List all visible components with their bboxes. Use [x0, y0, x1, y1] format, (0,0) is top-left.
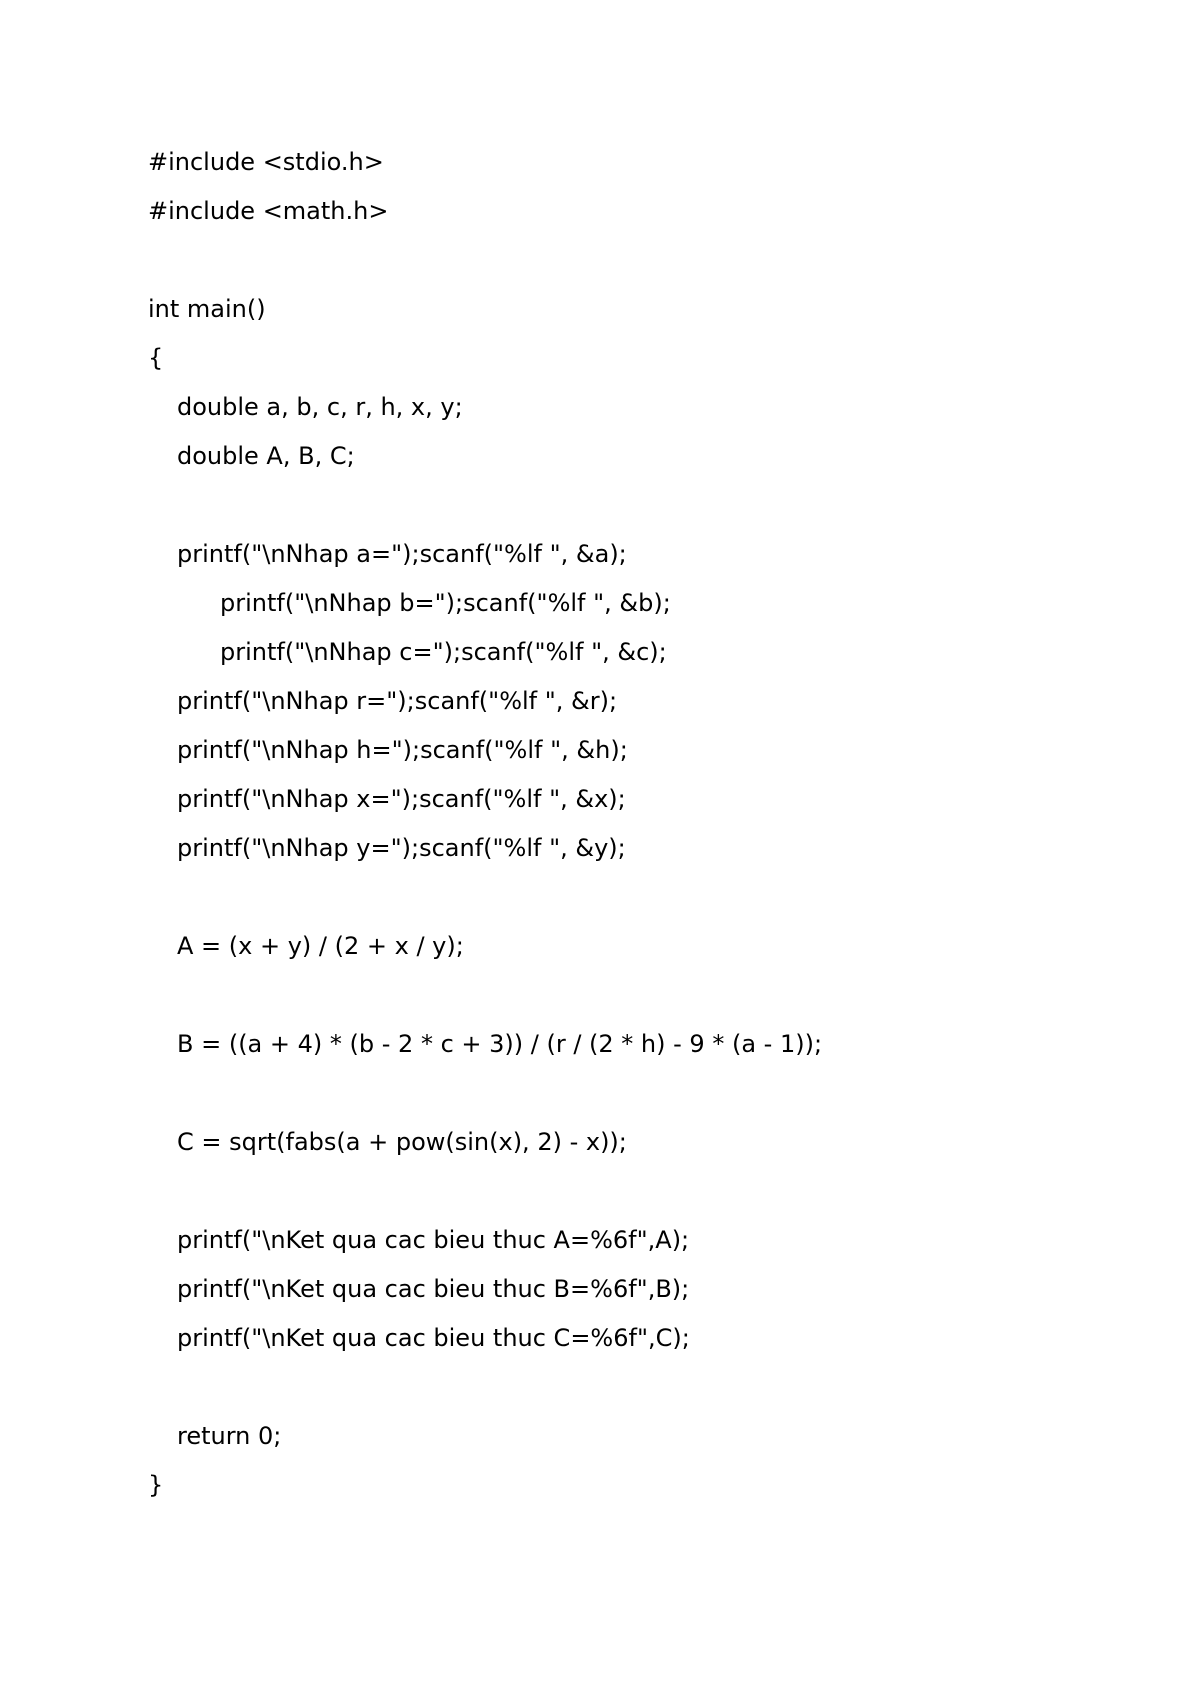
code-line-input-c: printf("\nNhap c=");scanf("%lf ", &c); — [220, 638, 667, 666]
blank-line — [148, 1363, 1148, 1412]
code-line-compute-c: C = sqrt(fabs(a + pow(sin(x), 2) - x)); — [177, 1128, 627, 1156]
code-line-include-stdio: #include <stdio.h> — [148, 148, 384, 176]
code-line-input-r: printf("\nNhap r=");scanf("%lf ", &r); — [177, 687, 618, 715]
code-line-return: return 0; — [177, 1422, 282, 1450]
code-line-print-a: printf("\nKet qua cac bieu thuc A=%6f",A); — [177, 1226, 690, 1254]
code-line-input-h: printf("\nNhap h=");scanf("%lf ", &h); — [177, 736, 628, 764]
code-line-input-b: printf("\nNhap b=");scanf("%lf ", &b); — [220, 589, 671, 617]
code-line-close-brace: } — [148, 1471, 164, 1499]
code-line-declare-lowercase: double a, b, c, r, h, x, y; — [177, 393, 463, 421]
code-line-main-signature: int main() — [148, 295, 266, 323]
blank-line — [148, 1069, 1148, 1118]
code-line-compute-a: A = (x + y) / (2 + x / y); — [177, 932, 464, 960]
code-line-open-brace: { — [148, 344, 164, 372]
code-line-input-x: printf("\nNhap x=");scanf("%lf ", &x); — [177, 785, 626, 813]
code-line-print-b: printf("\nKet qua cac bieu thuc B=%6f",B); — [177, 1275, 690, 1303]
blank-line — [148, 971, 1148, 1020]
code-line-declare-uppercase: double A, B, C; — [177, 442, 355, 470]
code-line-print-c: printf("\nKet qua cac bieu thuc C=%6f",C); — [177, 1324, 690, 1352]
blank-line — [148, 873, 1148, 922]
blank-line — [148, 1167, 1148, 1216]
code-line-compute-b: B = ((a + 4) * (b - 2 * c + 3)) / (r / (2 * h) - 9 * (a - 1)); — [177, 1030, 823, 1058]
code-line-input-a: printf("\nNhap a=");scanf("%lf ", &a); — [177, 540, 627, 568]
blank-line — [148, 236, 1148, 285]
blank-line — [148, 481, 1148, 530]
code-line-input-y: printf("\nNhap y=");scanf("%lf ", &y); — [177, 834, 626, 862]
code-line-include-math: #include <math.h> — [148, 197, 389, 225]
code-listing — [148, 138, 1148, 1510]
